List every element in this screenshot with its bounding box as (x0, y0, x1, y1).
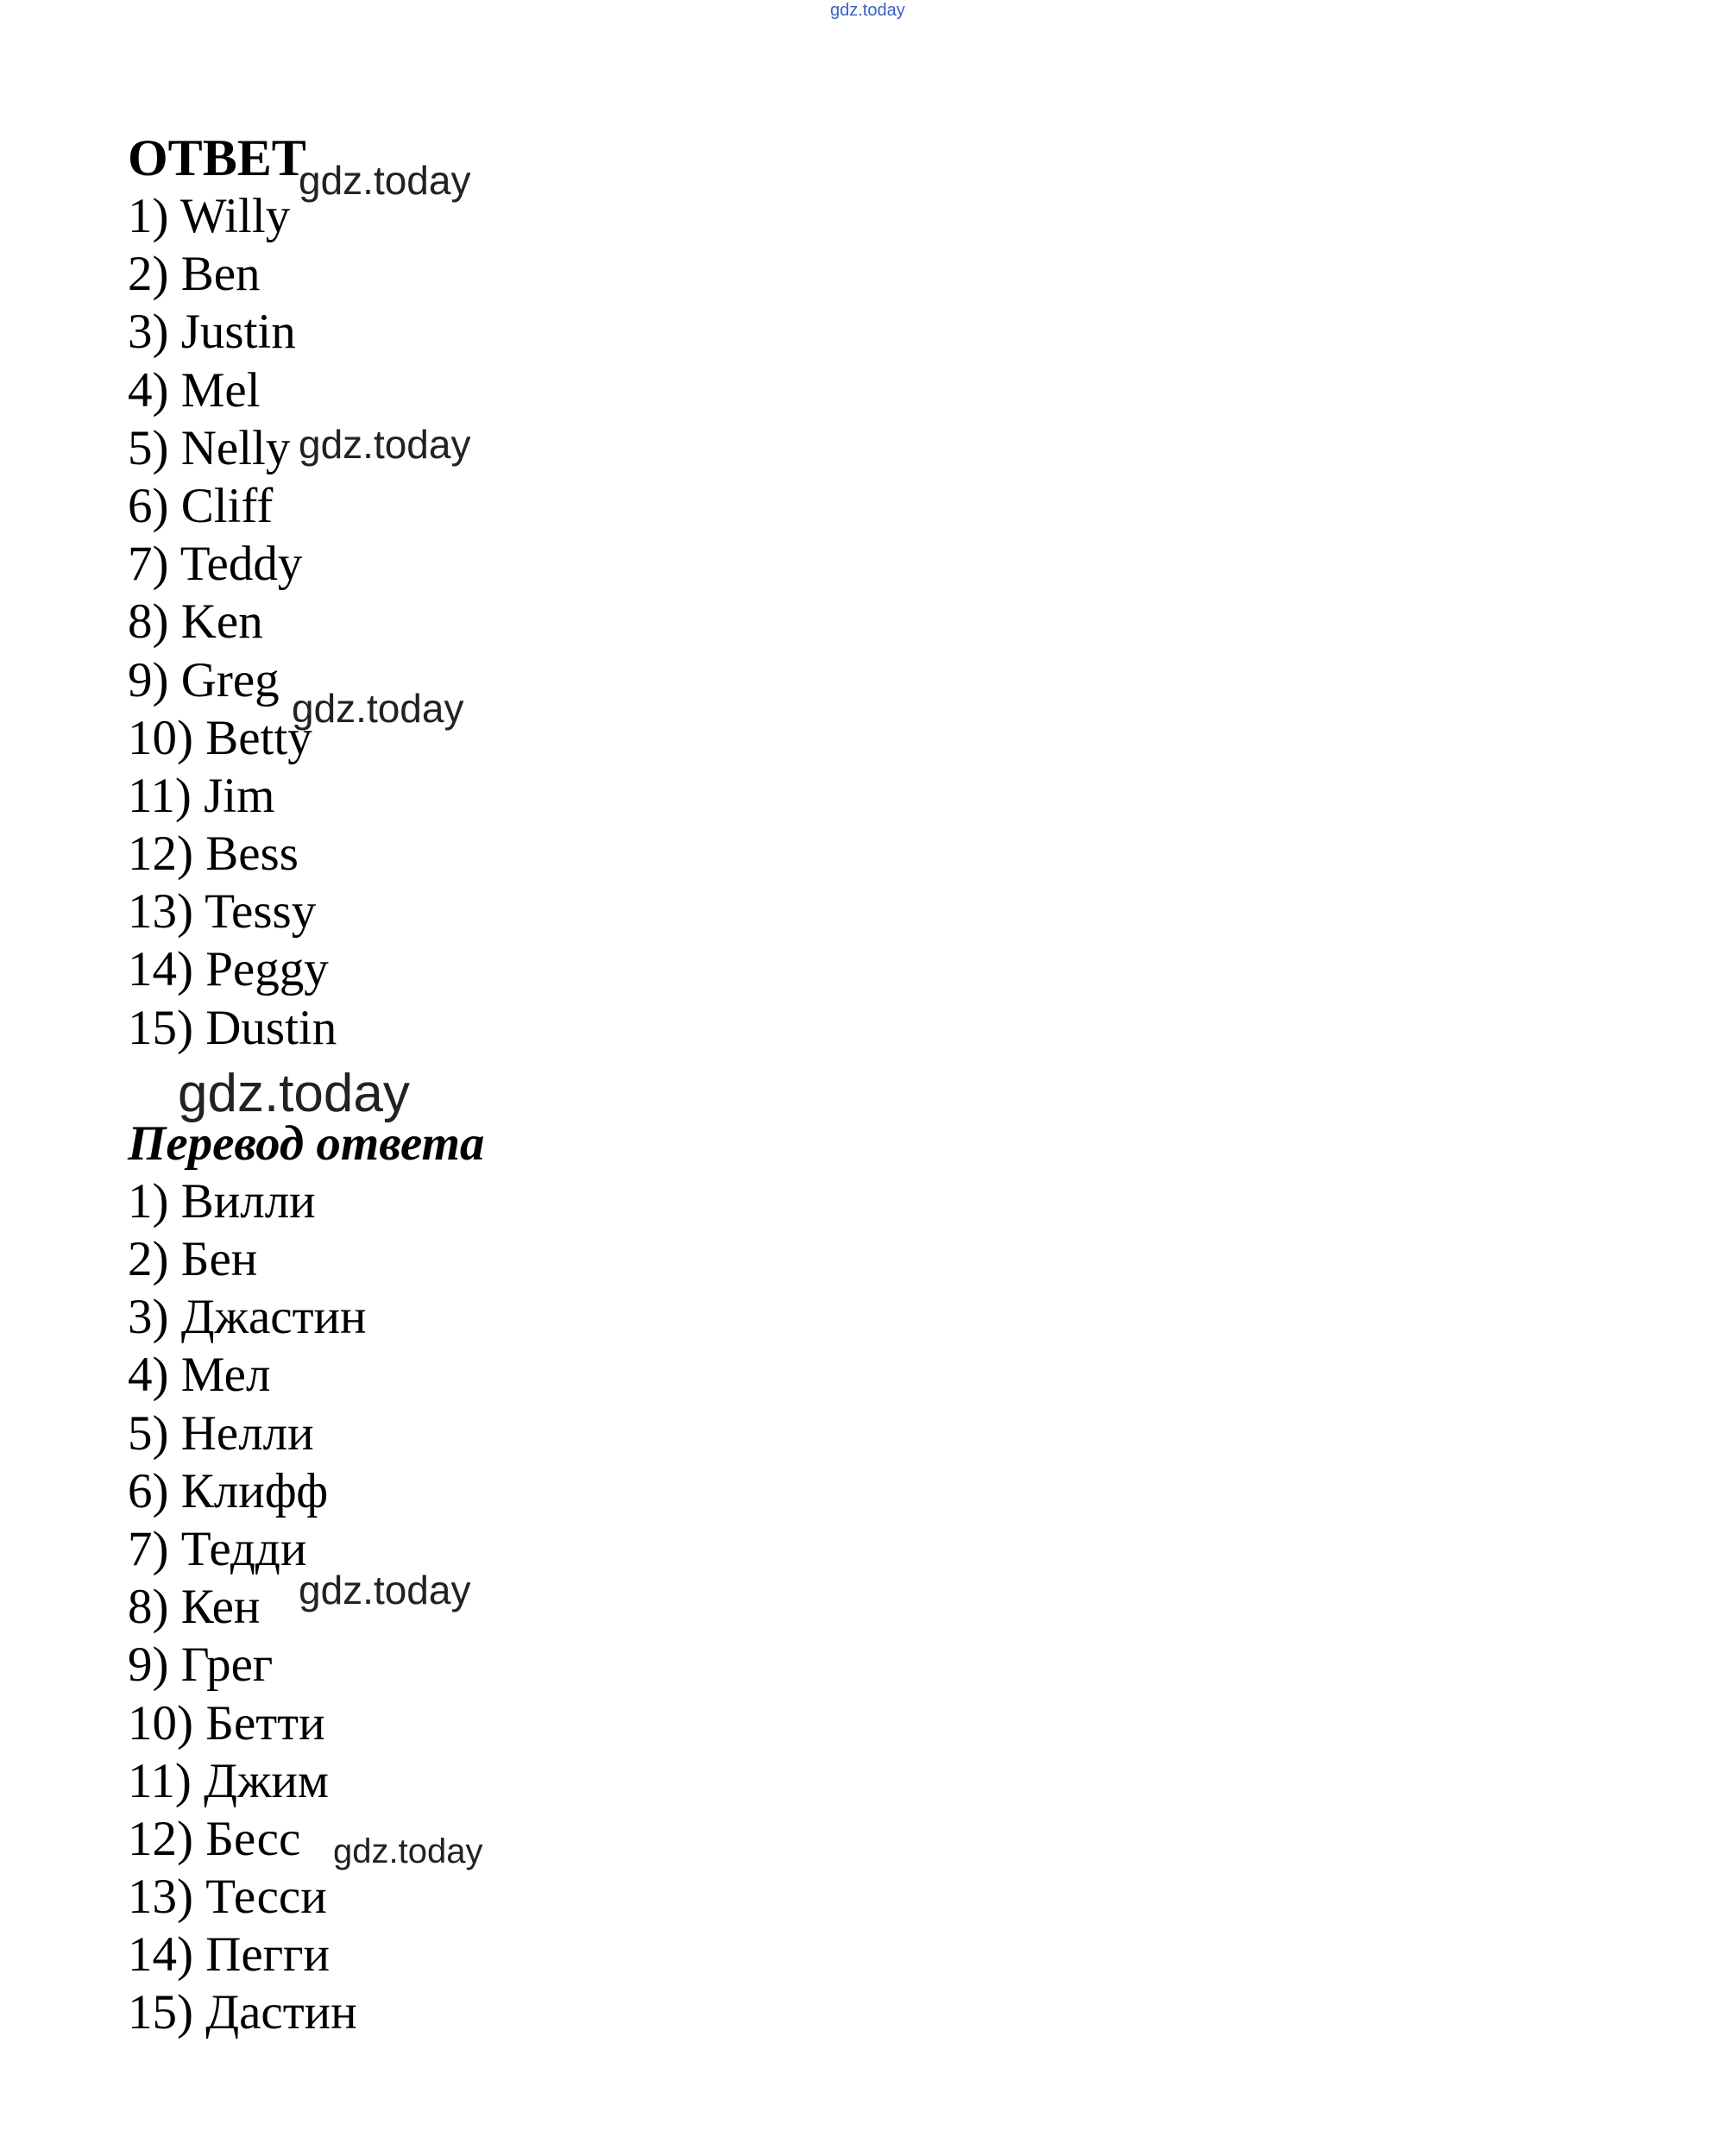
watermark: gdz.today (333, 1832, 483, 1870)
top-watermark: gdz.today (830, 1, 905, 20)
translation-item: 4) Мел (128, 1348, 271, 1403)
answer-item: 12) Bess (128, 827, 299, 882)
answer-list (128, 187, 484, 1057)
answer-item: 8) Ken (128, 594, 263, 650)
watermark: gdz.today (178, 1064, 410, 1123)
answer-item: 3) Justin (128, 305, 296, 360)
answer-item: 1) Willy (128, 189, 291, 243)
answer-item: 5) Nelly (128, 420, 291, 475)
translation-item: 13) Тесси (128, 1870, 327, 1925)
translation-item: 9) Грег (128, 1637, 274, 1693)
translation-item: 6) Клифф (128, 1463, 329, 1518)
answer-item: 4) Mel (128, 362, 261, 418)
translation-item: 3) Джастин (128, 1290, 367, 1345)
answer-item: 7) Teddy (128, 537, 303, 592)
answer-item: 10) Betty (128, 710, 312, 765)
translation-item: 8) Кен (128, 1580, 261, 1635)
translation-item: 15) Дастин (128, 1985, 357, 2040)
watermark: gdz.today (299, 1568, 471, 1612)
watermark: gdz.today (292, 686, 464, 731)
translation-item: 7) Тедди (128, 1521, 307, 1576)
answer-item: 13) Tessy (128, 884, 317, 940)
translation-item: 5) Нелли (128, 1405, 314, 1461)
translation-item: 1) Вилли (128, 1173, 316, 1229)
answer-item: 9) Greg (128, 652, 280, 707)
translation-item: 2) Бен (128, 1232, 258, 1286)
answer-item: 11) Jim (128, 768, 275, 823)
answer-heading: ОТВЕТ (128, 129, 306, 186)
translation-item: 14) Пегги (128, 1927, 330, 1983)
translation-item: 11) Джим (128, 1753, 329, 1808)
answer-item: 2) Ben (128, 247, 261, 302)
translation-item: 12) Бесс (128, 1811, 301, 1866)
answer-item: 14) Peggy (128, 942, 329, 997)
answer-item: 6) Cliff (128, 478, 274, 533)
answer-item: 15) Dustin (128, 1000, 337, 1055)
translation-heading: Перевод ответа (128, 1116, 485, 1171)
watermark: gdz.today (299, 422, 471, 467)
watermark: gdz.today (299, 158, 471, 203)
translation-item: 10) Бетти (128, 1695, 325, 1751)
